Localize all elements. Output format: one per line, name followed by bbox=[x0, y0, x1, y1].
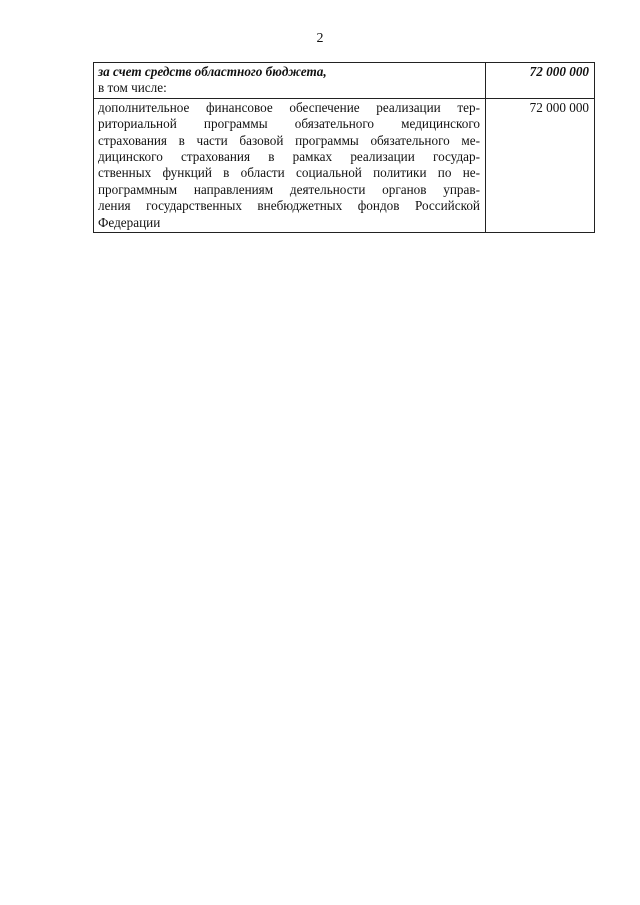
including-label: в том числе: bbox=[98, 80, 167, 96]
description-line: Федерации bbox=[98, 214, 161, 230]
description-line: дицинского страхования в рамках реализации государ- bbox=[98, 149, 480, 165]
description-line: страхования в части базовой программы обязательного ме- bbox=[98, 132, 480, 148]
page-number: 2 bbox=[316, 31, 324, 46]
regional-budget-amount: 72 000 000 bbox=[486, 63, 595, 99]
additional-funding-description bbox=[94, 98, 486, 232]
description-line: риториальной программы обязательного медицинского bbox=[98, 116, 480, 132]
table-row-regional-budget bbox=[94, 63, 595, 99]
description-line: ления государственных внебюджетных фондов Российской bbox=[98, 198, 480, 214]
additional-funding-amount: 72 000 000 bbox=[486, 98, 595, 232]
description-line: ственных функций в области социальной политики по не- bbox=[98, 165, 480, 181]
description-line: дополнительное финансовое обеспечение реализации тер- bbox=[98, 99, 480, 115]
regional-budget-description-cell bbox=[94, 63, 486, 99]
budget-table bbox=[93, 62, 595, 233]
regional-budget-heading: за счет средств областного бюджета, bbox=[98, 64, 327, 79]
table-row-additional-funding bbox=[94, 98, 595, 232]
description-line: программным направлениям деятельности органов управ- bbox=[98, 181, 480, 197]
